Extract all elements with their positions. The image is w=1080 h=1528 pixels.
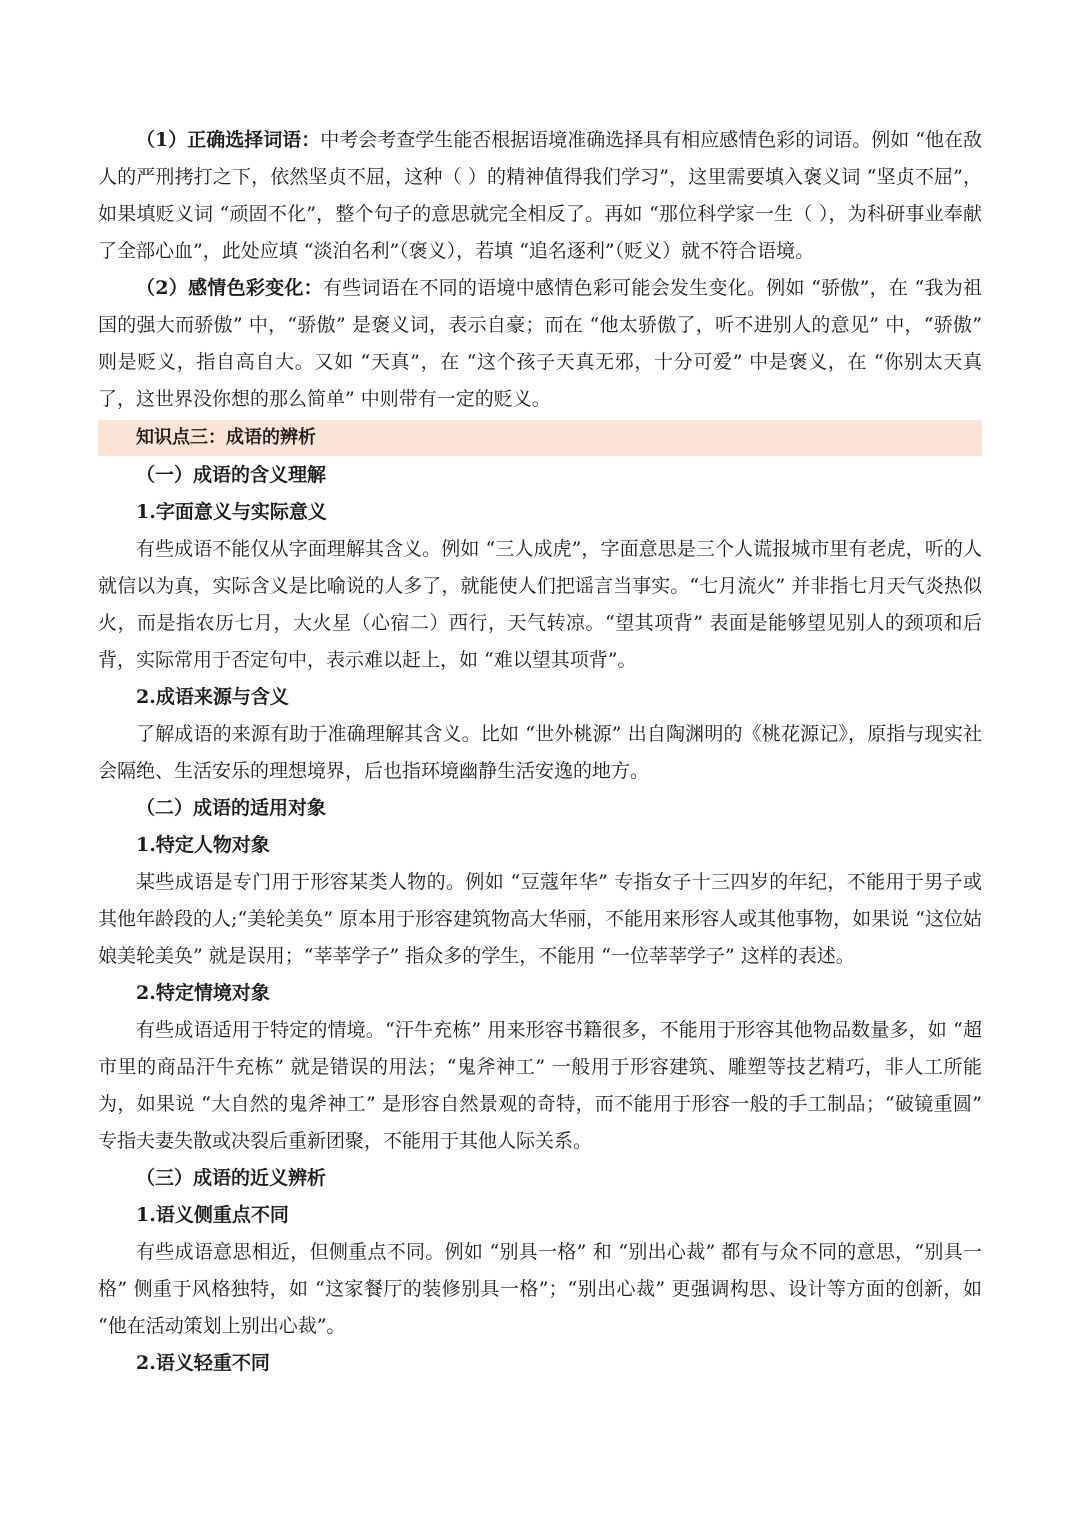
- paragraph-lead: （2）感情色彩变化：: [136, 277, 323, 299]
- paragraph-lead: （1）正确选择词语：: [136, 129, 321, 151]
- section-banner: 知识点三：成语的辨析: [98, 420, 982, 456]
- subsection-title: （二）成语的适用对象: [136, 797, 327, 819]
- point-title: 1.语义侧重点不同: [136, 1204, 289, 1226]
- point-body: 有些成语不能仅从字面理解其含义。例如 “三人成虎”，字面意思是三个人谎报城市里有老虎，听的人就信以为真，实际含义是比喻说的人多了，就能使人们把谣言当事实。“七月流火” 并非指七月天气炎热似火，而是指农历七月，大火星（心宿二）西行，天气转凉。“望其项背” 表面是能够望见别人的颈项和后背，实际常用于否定句中，表示难以赶上，如 “难以望其项背”。: [98, 538, 982, 671]
- point-body: 有些成语意思相近，但侧重点不同。例如 “别具一格” 和 “别出心裁” 都有与众不同的意思，“别具一格” 侧重于风格独特，如 “这家餐厅的装修别具一格”；“别出心裁” 更强调构思、设计等方面的创新，如 “他在活动策划上别出心裁”。: [98, 1241, 982, 1337]
- point-body: 有些成语适用于特定的情境。“汗牛充栋” 用来形容书籍很多，不能用于形容其他物品数量多，如 “超市里的商品汗牛充栋” 就是错误的用法；“鬼斧神工” 一般用于形容建筑、雕塑等技艺精巧，非人工所能为，如果说 “大自然的鬼斧神工” 是形容自然景观的奇特，而不能用于形容一般的手工制品；“破镜重圆” 专指夫妻失散或决裂后重新团聚，不能用于其他人际关系。: [98, 1019, 982, 1152]
- subsection-title: （一）成语的含义理解: [136, 464, 327, 486]
- point-title: 2.特定情境对象: [136, 982, 270, 1004]
- point-title: 2.语义轻重不同: [136, 1352, 270, 1374]
- point-body: 某些成语是专门用于形容某类人物的。例如 “豆蔻年华” 专指女子十三四岁的年纪，不能用于男子或其他年龄段的人;“美轮美奂” 原本用于形容建筑物高大华丽，不能用来形容人或其他事物，如果说 “这位姑娘美轮美奂” 就是误用；“莘莘学子” 指众多的学生，不能用 “一位莘莘学子” 这样的表述。: [98, 871, 982, 967]
- subsection-title: （三）成语的近义辨析: [136, 1167, 327, 1189]
- document-page: [98, 122, 982, 1382]
- point-body: 了解成语的来源有助于准确理解其含义。比如 “世外桃源” 出自陶渊明的《桃花源记》，原指与现实社会隔绝、生活安乐的理想境界，后也指环境幽静生活安逸的地方。: [98, 723, 982, 782]
- point-title: 1.特定人物对象: [136, 834, 270, 856]
- point-title: 1.字面意义与实际意义: [136, 501, 327, 523]
- paragraph-body: 有些词语在不同的语境中感情色彩可能会发生变化。例如 “骄傲”，在 “我为祖国的强大而骄傲” 中，“骄傲” 是褒义词，表示自豪；而在 “他太骄傲了，听不进别人的意见” 中，“骄傲” 则是贬义，指自高自大。又如 “天真”，在 “这个孩子天真无邪，十分可爱” 中是褒义，在 “你别太天真了，这世界没你想的那么简单” 中则带有一定的贬义。: [98, 277, 982, 410]
- paragraph-body: 中考会考查学生能否根据语境准确选择具有相应感情色彩的词语。例如 “他在敌人的严刑拷打之下，依然坚贞不屈，这种（ ）的精神值得我们学习”，这里需要填入褒义词 “坚贞不屈”，如果填贬义词 “顽固不化”，整个句子的意思就完全相反了。再如 “那位科学家一生（ ），为科研事业奉献了全部心血”，此处应填 “淡泊名利”（褒义），若填 “追名逐利”（贬义）就不符合语境。: [98, 129, 982, 262]
- point-title: 2.成语来源与含义: [136, 686, 289, 708]
- paragraph-color-change: [98, 270, 982, 418]
- paragraph-correct-choice: [98, 122, 982, 270]
